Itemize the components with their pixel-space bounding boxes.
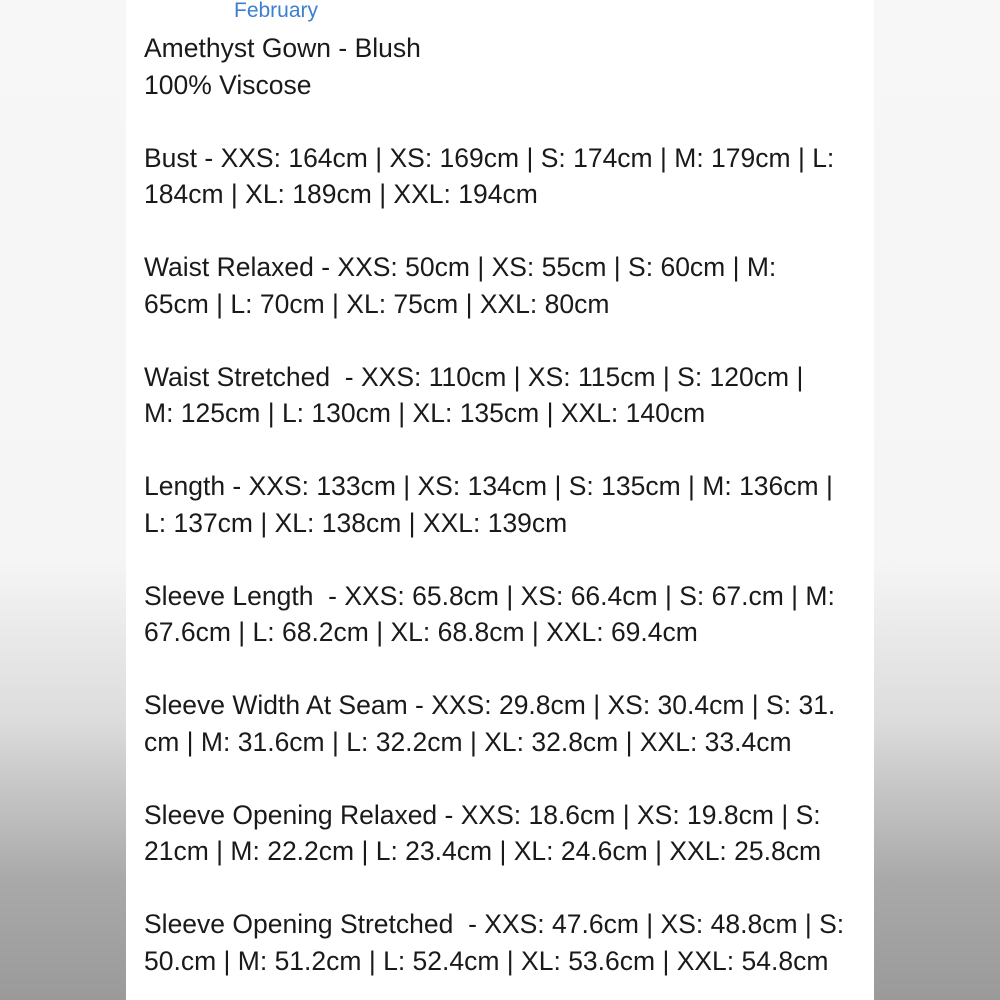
measurement-line: Waist Relaxed - XXS: 50cm | XS: 55cm | S: 60cm | M:: [144, 252, 777, 282]
product-material: 100% Viscose: [144, 69, 312, 100]
month-label: February: [234, 0, 319, 22]
measurement-sleeve-length: [144, 578, 869, 651]
measurement-line: 21cm | M: 22.2cm | L: 23.4cm | XL: 24.6cm | XXL: 25.8cm: [144, 836, 822, 866]
spacer: [144, 651, 869, 688]
measurement-sleeve-width-at-seam: [144, 687, 869, 760]
spacer: [144, 322, 869, 359]
product-name: Amethyst Gown - Blush: [144, 33, 421, 63]
measurement-line: 50.cm | M: 51.2cm | L: 52.4cm | XL: 53.6cm | XXL: 54.8cm: [144, 945, 829, 976]
measurement-bust: [144, 140, 869, 213]
measurement-length: [144, 468, 869, 541]
spacer: [144, 870, 869, 907]
measurement-line: cm | M: 31.6cm | L: 32.2cm | XL: 32.8cm | XXL: 33.4cm: [144, 726, 792, 757]
spacer: [144, 213, 869, 250]
spacer: [144, 432, 869, 469]
measurement-line: 184cm | XL: 189cm | XXL: 194cm: [144, 179, 538, 209]
measurement-line: Length - XXS: 133cm | XS: 134cm | S: 135cm | M: 136cm |: [144, 471, 833, 501]
measurement-waist-relaxed: [144, 249, 869, 322]
spacer: [144, 541, 869, 578]
measurement-line: Sleeve Length - XXS: 65.8cm | XS: 66.4cm | S: 67.cm | M:: [144, 580, 835, 611]
measurement-sleeve-opening-stretched: [144, 906, 869, 979]
spacer: [144, 760, 869, 797]
spacer: [144, 103, 869, 140]
measurement-line: Bust - XXS: 164cm | XS: 169cm | S: 174cm | M: 179cm | L:: [144, 142, 835, 173]
message-body: [144, 30, 869, 979]
measurement-line: M: 125cm | L: 130cm | XL: 135cm | XXL: 140cm: [144, 398, 706, 428]
message-card: [126, 0, 874, 1000]
measurement-line: Waist Stretched - XXS: 110cm | XS: 115cm | S: 120cm |: [144, 361, 804, 392]
measurement-line: L: 137cm | XL: 138cm | XXL: 139cm: [144, 507, 568, 538]
measurement-line: 65cm | L: 70cm | XL: 75cm | XXL: 80cm: [144, 288, 610, 319]
measurement-line: Sleeve Opening Relaxed - XXS: 18.6cm | XS: 19.8cm | S:: [144, 799, 821, 830]
measurement-sleeve-opening-relaxed: [144, 797, 869, 870]
measurement-waist-stretched: [144, 359, 869, 432]
measurement-line: Sleeve Width At Seam - XXS: 29.8cm | XS: 30.4cm | S: 31.: [144, 690, 836, 720]
measurement-line: 67.6cm | L: 68.2cm | XL: 68.8cm | XXL: 69.4cm: [144, 617, 698, 647]
measurement-line: Sleeve Opening Stretched - XXS: 47.6cm | XS: 48.8cm | S:: [144, 909, 845, 939]
